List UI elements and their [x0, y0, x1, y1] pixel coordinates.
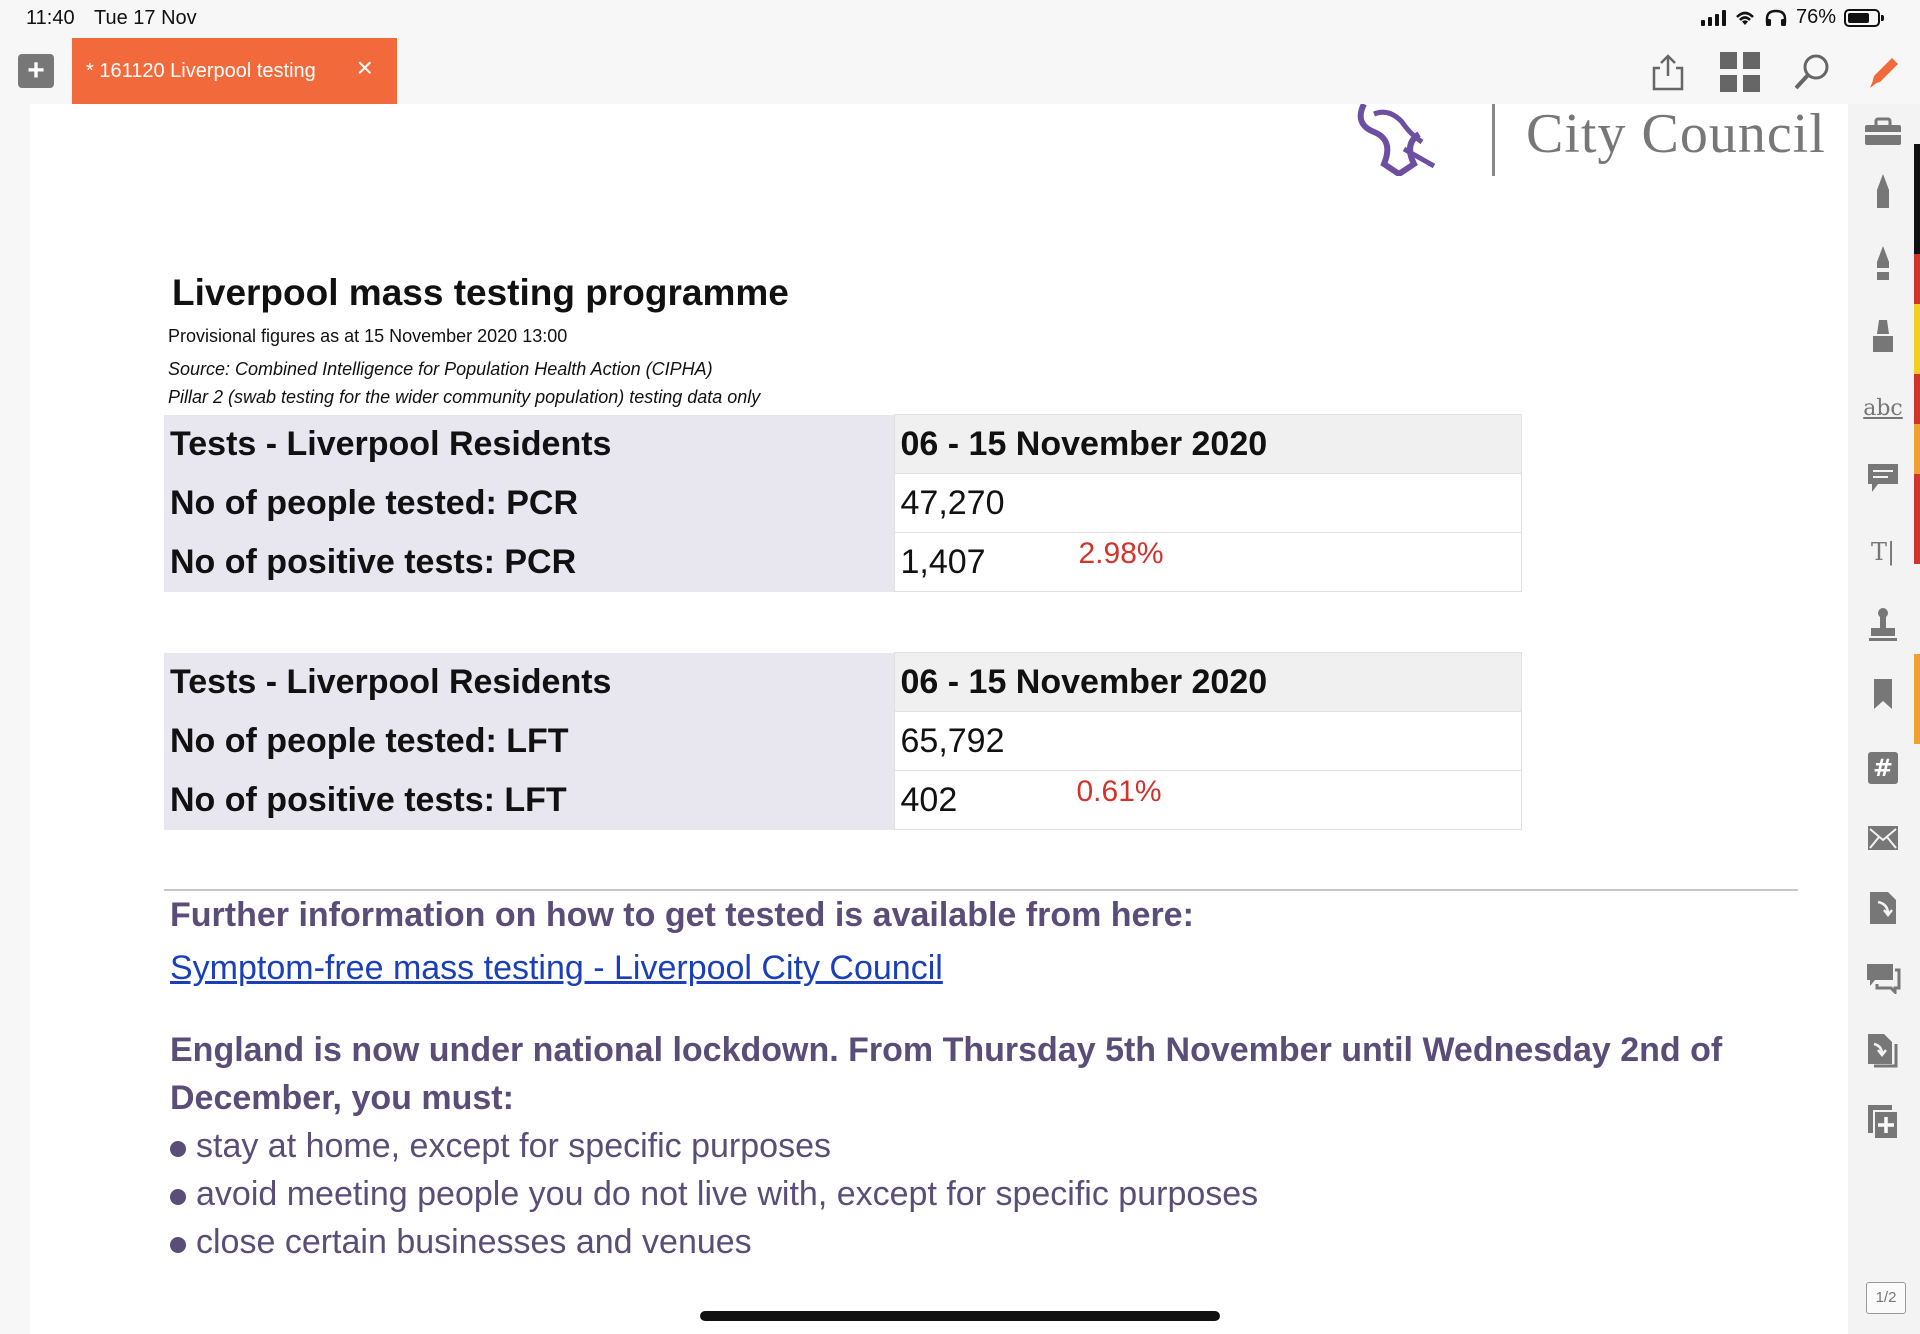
document-tab[interactable] [72, 38, 397, 104]
table-row [164, 533, 1522, 592]
table-row [164, 712, 1522, 771]
pcr-positive-cell [894, 533, 1522, 592]
tab-label: * 161120 Liverpool testing [86, 59, 316, 82]
annotation-sidebar [1848, 104, 1920, 1334]
share-icon[interactable] [1648, 52, 1688, 92]
color-marker-orange [1914, 654, 1920, 744]
lft-positive-label: No of positive tests: LFT [164, 771, 894, 830]
lft-tested-label: No of people tested: LFT [164, 712, 894, 771]
document-title: Liverpool mass testing programme [172, 272, 789, 313]
cellular-signal-icon [1701, 10, 1726, 26]
logo-divider [1492, 104, 1495, 176]
provisional-note: Provisional figures as at 15 November 2020 13:00 [168, 326, 568, 346]
color-marker-orange [1914, 424, 1920, 474]
comments-list-icon[interactable] [1862, 958, 1904, 998]
color-marker-red [1914, 254, 1920, 304]
pcr-tested-value: 47,270 [894, 474, 1522, 533]
table-row [164, 415, 1522, 474]
section-divider [164, 889, 1798, 891]
insert-page-icon[interactable] [1862, 888, 1904, 928]
mail-icon[interactable] [1862, 818, 1904, 858]
status-bar [0, 0, 1920, 38]
battery-icon [1844, 9, 1880, 27]
grid-view-icon[interactable] [1720, 52, 1760, 92]
list-item: avoid meeting people you do not live with, except for specific purposes [170, 1170, 1258, 1218]
document-page [30, 104, 1848, 1334]
pcr-tested-label: No of people tested: PCR [164, 474, 894, 533]
lockdown-notice: England is now under national lockdown. From Thursday 5th November until Wednesday 2nd of December, you must: [170, 1031, 1723, 1117]
table-header-label: Tests - Liverpool Residents [164, 653, 894, 712]
table-header-date: 06 - 15 November 2020 [894, 653, 1522, 712]
page-indicator[interactable]: 1/2 [1866, 1282, 1906, 1314]
home-indicator[interactable] [700, 1311, 1220, 1321]
table-header-date: 06 - 15 November 2020 [894, 415, 1522, 474]
table-row [164, 771, 1522, 830]
add-page-icon[interactable] [1862, 1102, 1904, 1142]
list-item: close certain businesses and venues [170, 1218, 1258, 1266]
council-logo [1314, 104, 1848, 184]
lockdown-rules-list [170, 1122, 1258, 1266]
extract-pages-icon[interactable] [1862, 1030, 1904, 1070]
bullet-icon [170, 1189, 186, 1205]
close-icon[interactable]: × [356, 52, 373, 83]
search-icon[interactable] [1792, 52, 1832, 92]
status-time: 11:40 [26, 7, 75, 29]
logo-text: City Council [1526, 104, 1826, 165]
color-marker-red [1914, 374, 1920, 424]
pillar-note: Pillar 2 (swab testing for the wider community population) testing data only [168, 387, 761, 407]
text-tool-icon[interactable]: T| [1870, 538, 1896, 566]
add-tab-button[interactable]: + [18, 54, 54, 88]
lft-table [164, 652, 1522, 830]
wifi-icon [1734, 9, 1756, 27]
status-date: Tue 17 Nov [94, 7, 197, 29]
headphones-icon [1764, 9, 1788, 27]
toolbox-icon[interactable] [1862, 112, 1904, 152]
lft-tested-value: 65,792 [894, 712, 1522, 771]
source-note: Source: Combined Intelligence for Population Health Action (CIPHA) [168, 359, 713, 379]
bullet-icon [170, 1141, 186, 1157]
color-marker-black [1914, 144, 1920, 254]
stamp-icon[interactable] [1862, 604, 1904, 644]
pencil-icon[interactable] [1864, 52, 1904, 92]
table-row [164, 653, 1522, 712]
table-header-label: Tests - Liverpool Residents [164, 415, 894, 474]
highlighter-icon[interactable] [1862, 316, 1904, 356]
text-markup-icon[interactable]: abc [1863, 395, 1903, 421]
info-heading: Further information on how to get tested is available from here: [170, 896, 1194, 934]
table-row [164, 474, 1522, 533]
bookmark-icon[interactable] [1862, 674, 1904, 714]
color-marker-red [1914, 474, 1920, 564]
liver-bird-logo-icon [1344, 104, 1454, 176]
top-toolbar [0, 38, 1920, 104]
pen-tool-icon[interactable] [1862, 172, 1904, 212]
status-indicators [1701, 6, 1880, 29]
marker-tool-icon[interactable] [1862, 244, 1904, 284]
testing-info-link[interactable]: Symptom-free mass testing - Liverpool City Council [170, 949, 943, 987]
battery-percentage: 76% [1795, 6, 1836, 28]
list-item: stay at home, except for specific purposes [170, 1122, 1258, 1170]
lft-positive-cell [894, 771, 1522, 830]
pcr-positive-percentage: 2.98% [1078, 537, 1164, 570]
page-number-icon[interactable]: # [1862, 748, 1904, 788]
comment-icon[interactable] [1862, 458, 1904, 498]
bullet-icon [170, 1237, 186, 1253]
lft-positive-percentage: 0.61% [1076, 775, 1162, 808]
color-marker-yellow [1914, 304, 1920, 374]
lft-positive-value: 402 [900, 780, 958, 819]
pcr-table [164, 414, 1522, 592]
pcr-positive-value: 1,407 [900, 542, 986, 581]
pcr-positive-label: No of positive tests: PCR [164, 533, 894, 592]
